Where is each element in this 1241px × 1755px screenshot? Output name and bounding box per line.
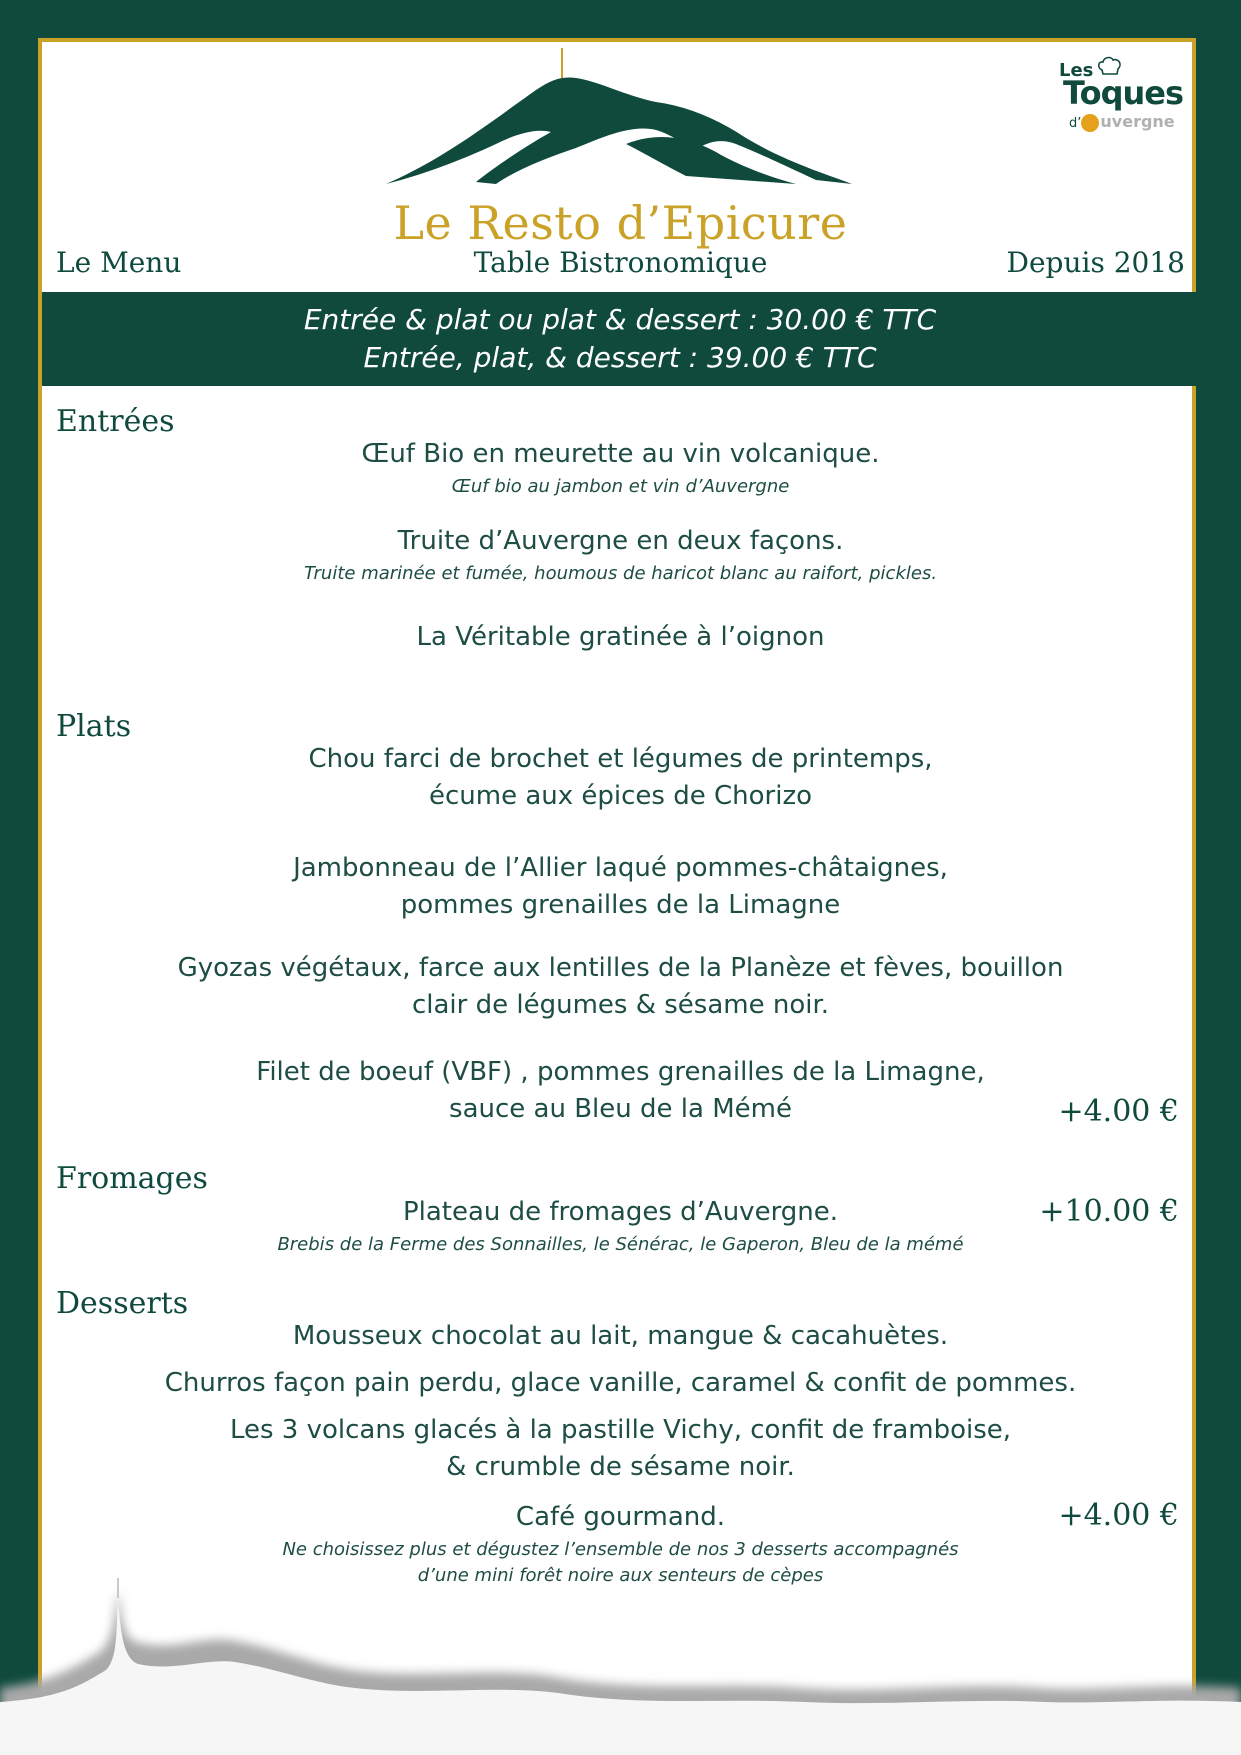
dessert-3-line-1: Les 3 volcans glacés à la pastille Vichy, confit de framboise, [229,1415,1012,1445]
section-entrees-title: Entrées [56,404,175,439]
logo-toques: Toques [1063,74,1183,112]
pricing-line-2: Entrée, plat, & dessert : 39.00 € TTC [363,341,877,374]
section-plats-title: Plats [56,709,132,744]
logo-auvergne [1069,112,1175,132]
auvergne-circle-icon [1081,114,1099,132]
fromage-1-name: Plateau de fromages d’Auvergne. [402,1197,839,1227]
entree-1-desc: Œuf bio au jambon et vin d’Auvergne [451,476,790,497]
logo-les: Les [1059,60,1094,81]
dessert-4-desc-1: Ne choisissez plus et dégustez l’ensemble de nos 3 desserts accompagnés [282,1539,959,1560]
menu-label: Le Menu [56,246,182,279]
section-fromages-title: Fromages [56,1161,208,1196]
restaurant-subtitle: Table Bistronomique [473,246,768,279]
plat-4-line-2: sauce au Bleu de la Mémé [449,1094,792,1124]
since-label: Depuis 2018 [1006,246,1185,279]
dessert-2-name: Churros façon pain perdu, glace vanille, caramel & confit de pommes. [164,1368,1077,1398]
pricing-line-1: Entrée & plat ou plat & dessert : 30.00 € TTC [303,303,937,336]
toques-auvergne-logo [1055,56,1185,136]
pricing-banner [42,292,1198,386]
plat-2-line-1: Jambonneau de l’Allier laqué pommes-châtaignes, [293,853,948,883]
plat-2-line-2: pommes grenailles de la Limagne [400,890,841,920]
section-desserts-title: Desserts [56,1286,189,1321]
dessert-4-name: Café gourmand. [515,1502,726,1532]
entree-2-name: Truite d’Auvergne en deux façons. [397,526,844,556]
plat-1-line-2: écume aux épices de Chorizo [428,781,813,811]
chef-hat-icon [1097,56,1123,76]
dessert-4-desc-2: d’une mini forêt noire aux senteurs de cèpes [417,1565,824,1586]
plat-3-line-2: clair de légumes & sésame noir. [411,990,830,1020]
entree-2-desc: Truite marinée et fumée, houmous de haricot blanc au raifort, pickles. [303,563,938,584]
dessert-4-supplement: +4.00 € [1058,1498,1179,1533]
logo-d-prefix: d’ [1069,116,1082,131]
mountain-footer-decoration [0,1578,1241,1755]
entree-1-name: Œuf Bio en meurette au vin volcanique. [361,439,880,469]
dessert-1-name: Mousseux chocolat au lait, mangue & cacahuètes. [292,1321,949,1351]
plat-1-line-1: Chou farci de brochet et légumes de printemps, [308,744,933,774]
volcano-logo-icon [386,48,852,186]
entree-3-name: La Véritable gratinée à l’oignon [416,622,825,652]
plat-3-line-1: Gyozas végétaux, farce aux lentilles de la Planèze et fèves, bouillon [177,953,1064,983]
fromage-1-desc: Brebis de la Ferme des Sonnailles, le Sénérac, le Gaperon, Bleu de la mémé [277,1234,964,1255]
plat-4-line-1: Filet de boeuf (VBF) , pommes grenailles de la Limagne, [256,1057,985,1087]
dessert-3-line-2: & crumble de sésame noir. [446,1452,795,1482]
restaurant-name: Le Resto d’Epicure [393,196,848,250]
logo-auvergne-rest: uvergne [1100,112,1175,131]
plat-4-supplement: +4.00 € [1058,1094,1179,1129]
fromage-1-supplement: +10.00 € [1039,1194,1179,1229]
